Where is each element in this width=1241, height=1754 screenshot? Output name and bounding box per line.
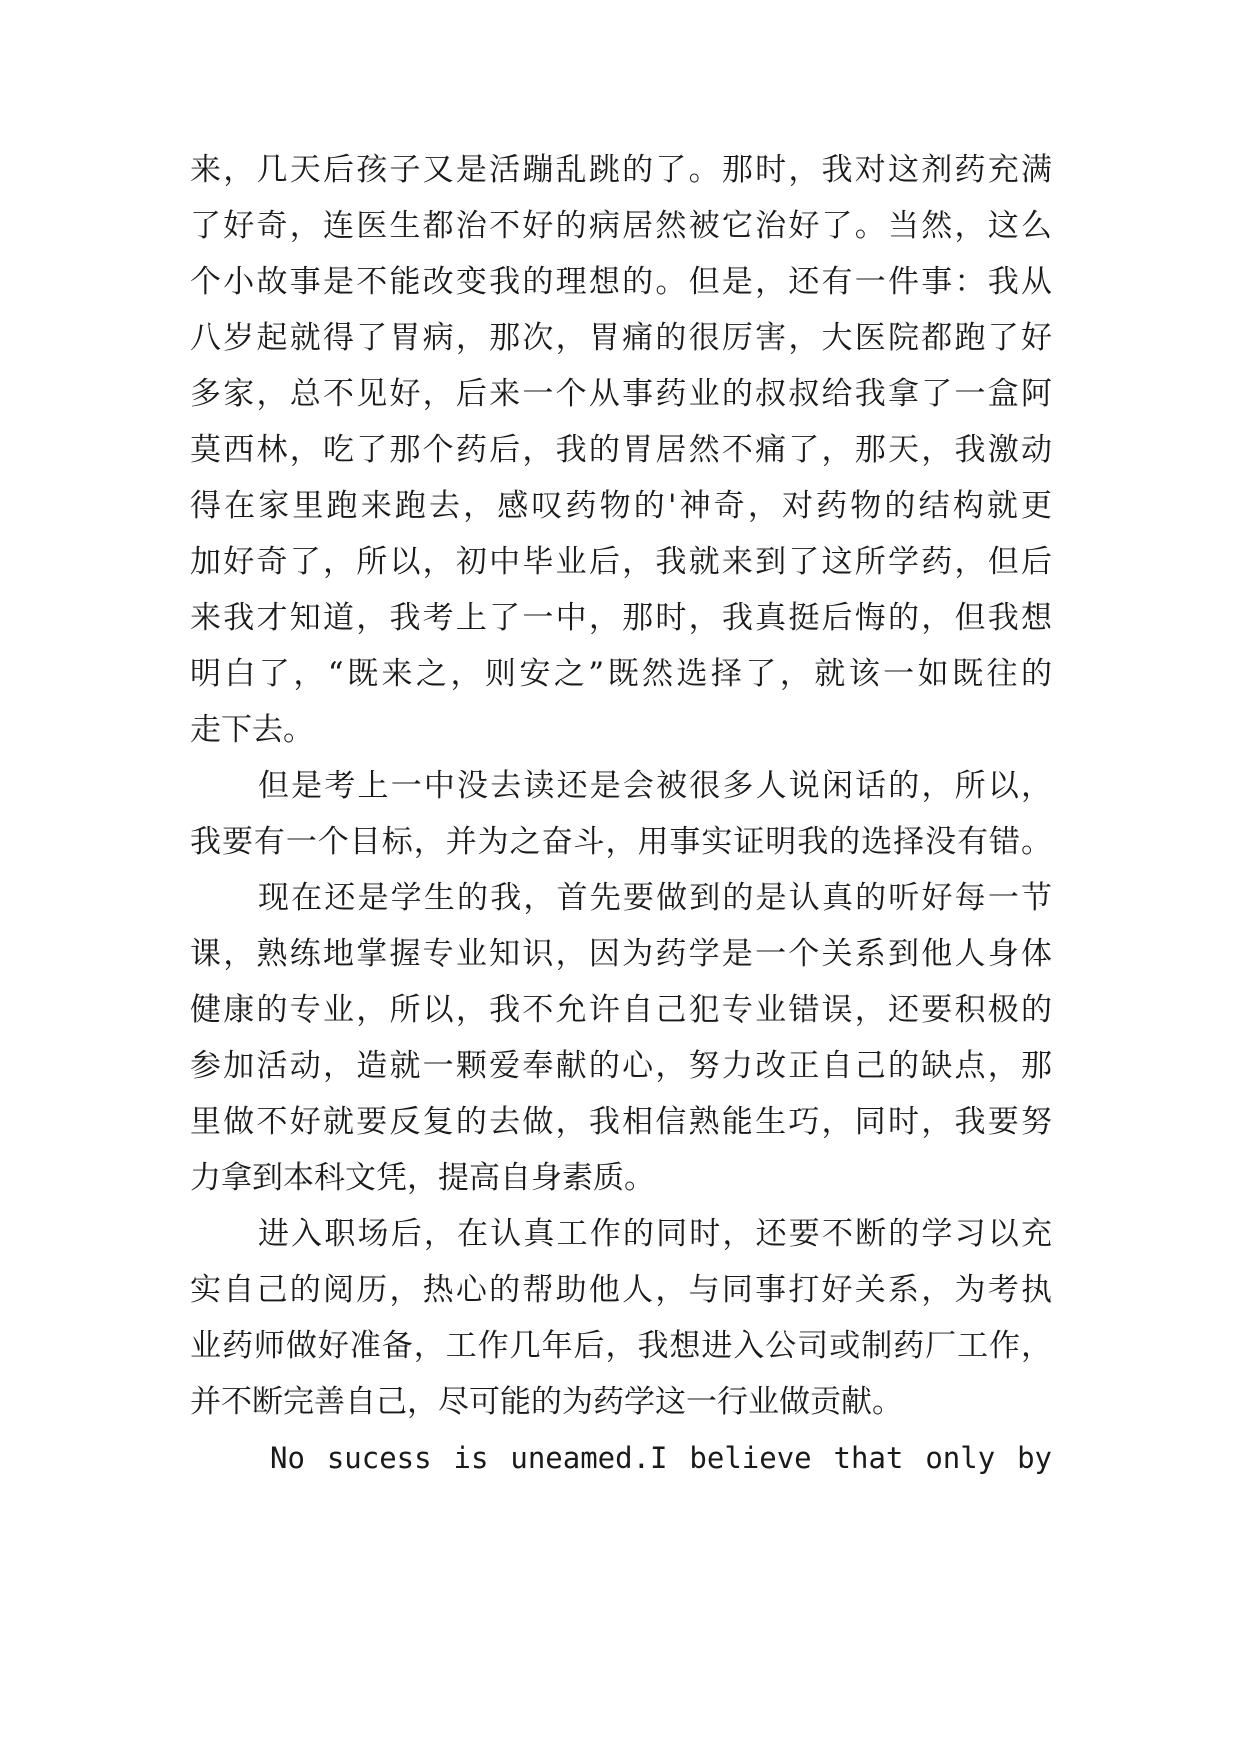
text-line: 实自己的阅历，热心的帮助他人，与同事打好关系，为考执	[190, 1272, 1052, 1308]
text-line: 我要有一个目标，并为之奋斗，用事实证明我的选择没有错。	[190, 824, 1052, 860]
text-line: 得在家里跑来跑去，感叹药物的'神奇，对药物的结构就更	[190, 488, 1052, 524]
english-text-line: No sucess is uneamed.I believe that only by	[270, 1441, 1052, 1475]
text-line: 并不断完善自己，尽可能的为药学这一行业做贡献。	[190, 1384, 903, 1420]
text-line: 业药师做好准备，工作几年后，我想进入公司或制药厂工作，	[190, 1328, 1052, 1364]
text-line: 力拿到本科文凭，提高自身素质。	[190, 1160, 655, 1196]
text-line: 了好奇，连医生都治不好的病居然被它治好了。当然，这么	[190, 208, 1052, 244]
text-line: 走下去。	[190, 712, 314, 748]
text-line: 个小故事是不能改变我的理想的。但是，还有一件事：我从	[190, 264, 1052, 300]
text-line: 明白了，“既来之，则安之”既然选择了，就该一如既往的	[190, 656, 1052, 692]
text-line: 加好奇了，所以，初中毕业后，我就来到了这所学药，但后	[190, 544, 1052, 580]
text-line: 里做不好就要反复的去做，我相信熟能生巧，同时，我要努	[190, 1104, 1052, 1140]
text-line: 来我才知道，我考上了一中，那时，我真挺后悔的，但我想	[190, 600, 1052, 636]
text-line: 八岁起就得了胃病，那次，胃痛的很厉害，大医院都跑了好	[190, 320, 1052, 356]
paragraph-first-line: 进入职场后，在认真工作的同时，还要不断的学习以充	[258, 1216, 1052, 1252]
text-line: 健康的专业，所以，我不允许自己犯专业错误，还要积极的	[190, 992, 1052, 1028]
text-line: 莫西林，吃了那个药后，我的胃居然不痛了，那天，我激动	[190, 432, 1052, 468]
paragraph-first-line: 但是考上一中没去读还是会被很多人说闲话的，所以，	[258, 768, 1052, 804]
text-line: 多家，总不见好，后来一个从事药业的叔叔给我拿了一盒阿	[190, 376, 1052, 412]
paragraph-first-line: 现在还是学生的我，首先要做到的是认真的听好每一节	[258, 880, 1052, 916]
text-line: 课，熟练地掌握专业知识，因为药学是一个关系到他人身体	[190, 936, 1052, 972]
text-line: 来，几天后孩子又是活蹦乱跳的了。那时，我对这剂药充满	[190, 152, 1052, 188]
text-line: 参加活动，造就一颗爱奉献的心，努力改正自己的缺点，那	[190, 1048, 1052, 1084]
